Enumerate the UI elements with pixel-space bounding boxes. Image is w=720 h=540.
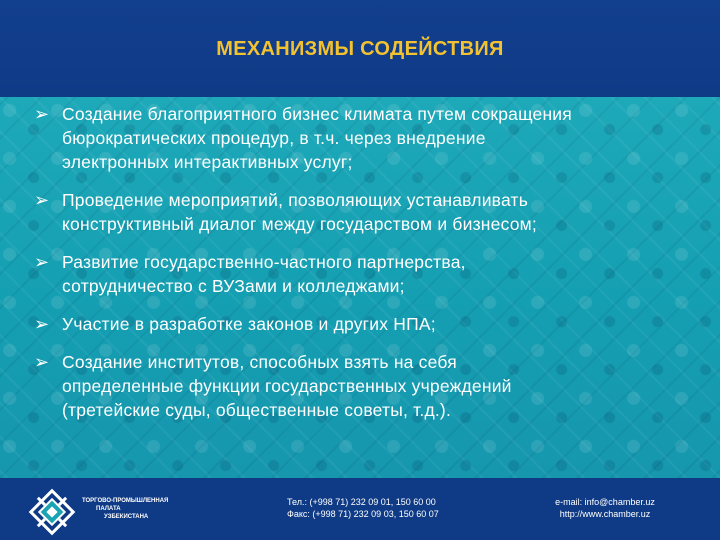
bullet-item	[34, 188, 702, 236]
slide-title: МЕХАНИЗМЫ СОДЕЙСТВИЯ	[216, 38, 504, 60]
bullet-line: Участие в разработке законов и других НПА;	[62, 314, 436, 334]
website-link[interactable]: http://www.chamber.uz	[559, 509, 651, 519]
bullet-item	[34, 250, 702, 298]
arrow-bullet-icon: ➢	[34, 190, 50, 210]
title-band	[0, 0, 720, 97]
phone-contacts	[287, 496, 439, 520]
bullet-line: определенные функции государственных учреждений	[62, 376, 512, 396]
bullet-item	[34, 350, 702, 422]
bullet-line: Создание институтов, способных взять на себя	[62, 352, 457, 372]
org-line: УЗБЕКИСТАНА	[104, 514, 149, 520]
bullet-line: Развитие государственно-частного партнерства,	[62, 252, 466, 272]
bullet-item	[34, 312, 702, 336]
bullet-line: электронных интерактивных услуг;	[62, 152, 353, 172]
chamber-logo-icon	[28, 488, 76, 536]
arrow-bullet-icon: ➢	[34, 352, 50, 372]
arrow-bullet-icon: ➢	[34, 104, 50, 124]
organization-name	[82, 497, 168, 521]
arrow-bullet-icon: ➢	[34, 314, 50, 334]
bullet-item	[34, 102, 702, 174]
bullet-line: Создание благоприятного бизнес климата путем сокращения	[62, 104, 572, 124]
email-link[interactable]: e-mail: info@chamber.uz	[555, 497, 655, 507]
bullet-line: сотрудничество с ВУЗами и колледжами;	[62, 276, 405, 296]
web-contacts	[540, 496, 670, 520]
bullet-line: Проведение мероприятий, позволяющих устанавливать	[62, 190, 529, 210]
bullet-line: бюрократических процедур, в т.ч. через внедрение	[62, 128, 486, 148]
bullet-line: конструктивный диалог между государством и бизнесом;	[62, 214, 537, 234]
arrow-bullet-icon: ➢	[34, 252, 50, 272]
org-line: ТОРГОВО-ПРОМЫШЛЕННАЯ	[82, 498, 169, 504]
org-line: ПАЛАТА	[96, 506, 121, 512]
bullet-line: (третейские суды, общественные советы, т.д.).	[62, 400, 452, 420]
phone-text: Тел.: (+998 71) 232 09 01, 150 60 00	[287, 497, 436, 507]
fax-text: Факс: (+998 71) 232 09 03, 150 60 07	[287, 509, 439, 519]
bullet-list	[34, 102, 702, 422]
